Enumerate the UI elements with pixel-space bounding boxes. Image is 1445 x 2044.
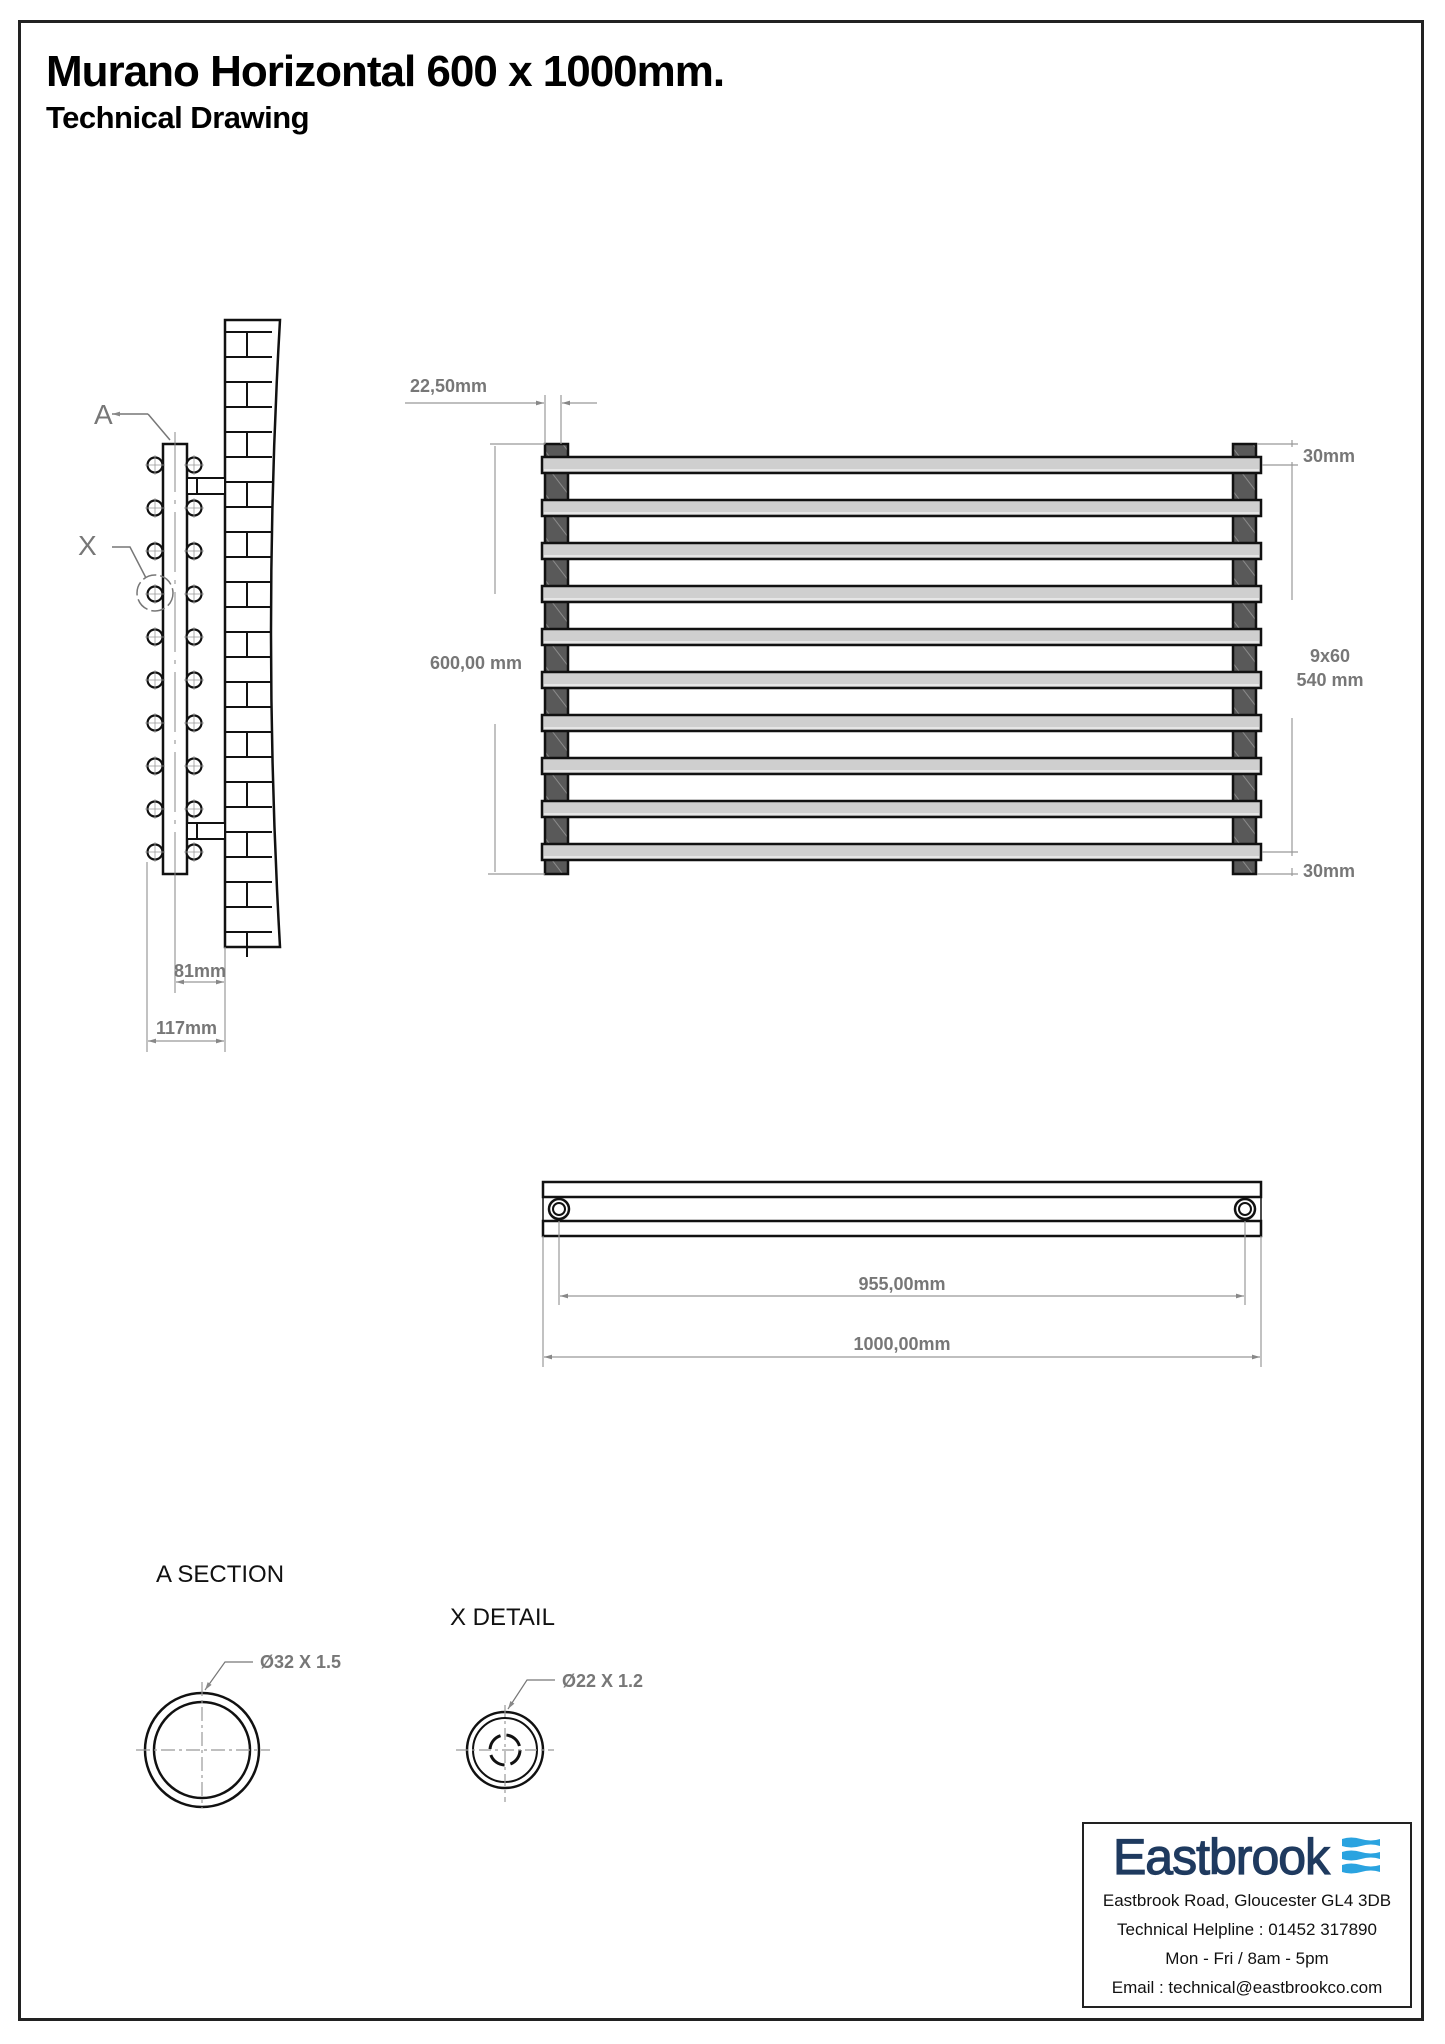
dim-bar-spacing-count: 9x60 — [1309, 646, 1351, 666]
towel-bar — [542, 672, 1261, 688]
brand-email[interactable]: Email : technical@eastbrookco.com — [1111, 1978, 1383, 1997]
front-view — [405, 376, 1364, 881]
a-section-spec: Ø32 X 1.5 — [260, 1652, 342, 1672]
towel-bar — [542, 543, 1261, 559]
dim-center-to-wall: 81mm — [174, 961, 227, 981]
brand-hours: Mon - Fri / 8am - 5pm — [1165, 1949, 1329, 1968]
brand-helpline: Technical Helpline : 01452 317890 — [1117, 1920, 1377, 1939]
waves-icon — [1341, 1835, 1381, 1879]
towel-bar — [542, 801, 1261, 817]
x-detail — [450, 1604, 643, 1802]
dim-overall-width: 1000,00mm — [853, 1334, 951, 1354]
a-section — [136, 1561, 341, 1808]
dim-front-to-wall: 117mm — [156, 1018, 218, 1038]
page-title: Murano Horizontal 600 x 1000mm. — [46, 47, 725, 96]
a-section-label: A SECTION — [156, 1561, 285, 1588]
towel-bar — [542, 500, 1261, 516]
wall-bracket-bottom — [187, 823, 225, 839]
towel-bar — [542, 457, 1261, 473]
towel-bar — [542, 629, 1261, 645]
towel-bar — [542, 715, 1261, 731]
brand-address: Eastbrook Road, Gloucester GL4 3DB — [1102, 1891, 1392, 1910]
detail-marker-x: X — [78, 530, 97, 561]
towel-bar — [542, 758, 1261, 774]
brand-contact-box — [1082, 1822, 1412, 2008]
wall-bracket-top — [187, 478, 225, 494]
section-marker-a: A — [94, 399, 113, 430]
dim-column-width: 22,50mm — [410, 376, 488, 396]
brand-logo-text: Eastbrook — [1112, 1829, 1330, 1885]
towel-bar — [542, 844, 1261, 860]
x-detail-label: X DETAIL — [450, 1604, 555, 1631]
dim-bar-spacing-total: 540 mm — [1296, 670, 1364, 690]
dim-bottom-offset: 30mm — [1303, 861, 1356, 881]
page-subtitle: Technical Drawing — [46, 100, 310, 135]
dim-top-offset: 30mm — [1303, 446, 1356, 466]
towel-bar — [542, 586, 1261, 602]
side-view — [78, 320, 280, 1052]
dim-height: 600,00 mm — [430, 653, 523, 673]
dim-centres: 955,00mm — [858, 1274, 946, 1294]
x-detail-spec: Ø22 X 1.2 — [562, 1671, 644, 1691]
wall — [225, 320, 280, 957]
plan-view — [543, 1182, 1261, 1367]
